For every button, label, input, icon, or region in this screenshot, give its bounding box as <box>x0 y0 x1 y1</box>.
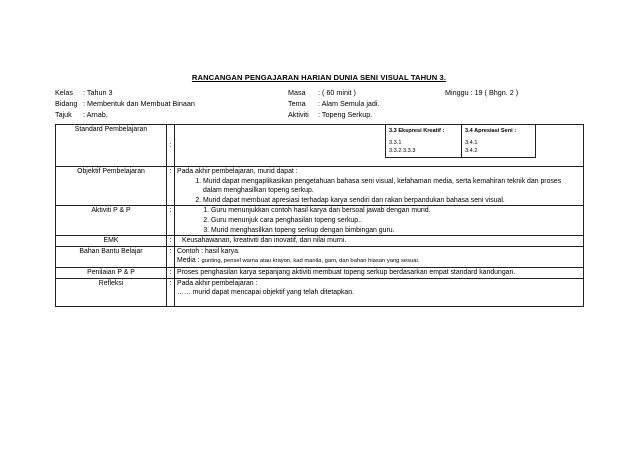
colon: : <box>167 267 175 278</box>
aktiviti-content <box>175 206 584 236</box>
row-bbb <box>56 246 584 267</box>
penilaian-label: Penilaian P & P <box>56 267 167 278</box>
standard-subboxes <box>385 125 583 158</box>
info-key: Kelas <box>55 88 73 97</box>
refleksi-intro: Pada akhir pembelajaran : <box>177 279 258 287</box>
standard-content <box>175 125 584 167</box>
sub-item: 3.3.1 <box>389 140 402 146</box>
bbb-label: Bahan Bantu Belajar <box>56 246 167 267</box>
info-value: : ( 60 minit ) <box>318 88 356 97</box>
row-refleksi <box>56 278 584 306</box>
colon: : <box>167 125 175 167</box>
list-item: 1. Guru menunjukkan contoh hasil karya dan bersoal jawab dengan murid. <box>211 206 581 216</box>
list-item: 2. Murid dapat membuat apresiasi terhadap karya sendiri dan rakan berpandukan bahasa seni visual. <box>203 196 581 206</box>
info-value: : Tahun 3 <box>83 88 113 97</box>
info-value: : Membentuk dan Membuat Binaan <box>83 99 195 108</box>
bbb-media-prefix: Media : <box>177 257 200 265</box>
sub-header: 3.3 Ekspresi Kreatif : <box>389 128 445 134</box>
info-bidang <box>55 98 195 109</box>
row-standard <box>56 125 584 167</box>
sub-header: 3.4 Apresiasi Seni : <box>465 128 517 134</box>
penilaian-content: Proses penghasilan karya sepanjang aktiviti membuat topeng serkup berdasarkan empat standard kandungan. <box>175 267 584 278</box>
list-item: 1. Murid dapat mengaplikasikan pengetahuan bahasa seni visual, kefahaman media, serta kemahiran teknik dan proses dalam menghasilkan topeng serkup. <box>203 177 581 196</box>
colon: : <box>167 167 175 206</box>
sub-apresiasi-seni <box>462 125 536 158</box>
lesson-plan-table <box>55 124 584 307</box>
list-item: 2. Guru menunjuk cara penghasilan topeng serkup.. <box>211 216 581 226</box>
aktiviti-label: Aktiviti P & P <box>56 206 167 236</box>
info-kelas <box>55 87 195 98</box>
bbb-media-items: gunting, pensel warna atau krayon, kad manila, gam, dan bahan hiasan yang sesuai. <box>201 258 420 265</box>
colon: : <box>167 246 175 267</box>
info-masa <box>288 87 380 98</box>
bbb-contoh: Contoh : hasil karya. <box>177 247 240 255</box>
refleksi-content <box>175 278 584 306</box>
info-minggu: Minggu : 19 ( Bhgn. 2 ) <box>445 88 519 97</box>
sub-item: 3.4.1 <box>465 140 478 146</box>
info-key: Tema <box>288 99 306 108</box>
bbb-media <box>177 256 581 267</box>
objektif-content <box>175 167 584 206</box>
emk-content: Keusahawanan, kreativiti dan inovatif, dan nilai murni. <box>175 236 584 247</box>
colon: : <box>167 236 175 247</box>
info-value: : Arnab. <box>83 110 108 119</box>
doc-title: RANCANGAN PENGAJARAN HARIAN DUNIA SENI VISUAL TAHUN 3. <box>191 73 447 82</box>
sub-item: 3.4.2 <box>465 148 478 154</box>
aktiviti-list <box>177 206 581 235</box>
emk-label: EMK <box>56 236 167 247</box>
colon: : <box>167 278 175 306</box>
info-key: Aktiviti <box>288 110 309 119</box>
info-tajuk <box>55 109 195 120</box>
row-penilaian <box>56 267 584 278</box>
row-objektif <box>56 167 584 206</box>
row-aktiviti <box>56 206 584 236</box>
standard-label: Standard Pembelajaran <box>56 125 167 167</box>
objektif-list <box>177 177 581 206</box>
sub-ekspresi-kreatif <box>385 125 462 158</box>
info-left <box>55 87 195 120</box>
info-tema <box>288 98 380 109</box>
info-value: : Topeng Serkup. <box>318 110 373 119</box>
list-item: 3. Murid menghasilkan topeng serkup dengan bimbingan guru. <box>211 226 581 236</box>
objektif-intro: Pada akhir pembelajaran, murid dapat : <box>177 168 298 175</box>
refleksi-label: Refleksi <box>56 278 167 306</box>
objektif-label: Objektif Pembelajaran <box>56 167 167 206</box>
row-emk <box>56 236 584 247</box>
info-key: Masa <box>288 88 306 97</box>
colon: : <box>167 206 175 236</box>
refleksi-text: …… murid dapat mencapai objektif yang telah ditetapkan. <box>177 289 354 297</box>
info-value: : Alam Semula jadi. <box>318 99 380 108</box>
info-key: Bidang <box>55 99 78 108</box>
bbb-content <box>175 246 584 267</box>
info-aktiviti <box>288 109 380 120</box>
info-mid <box>288 87 380 120</box>
info-key: Tajuk <box>55 110 72 119</box>
sub-item: 3.3.2 3.3.3 <box>389 148 416 154</box>
